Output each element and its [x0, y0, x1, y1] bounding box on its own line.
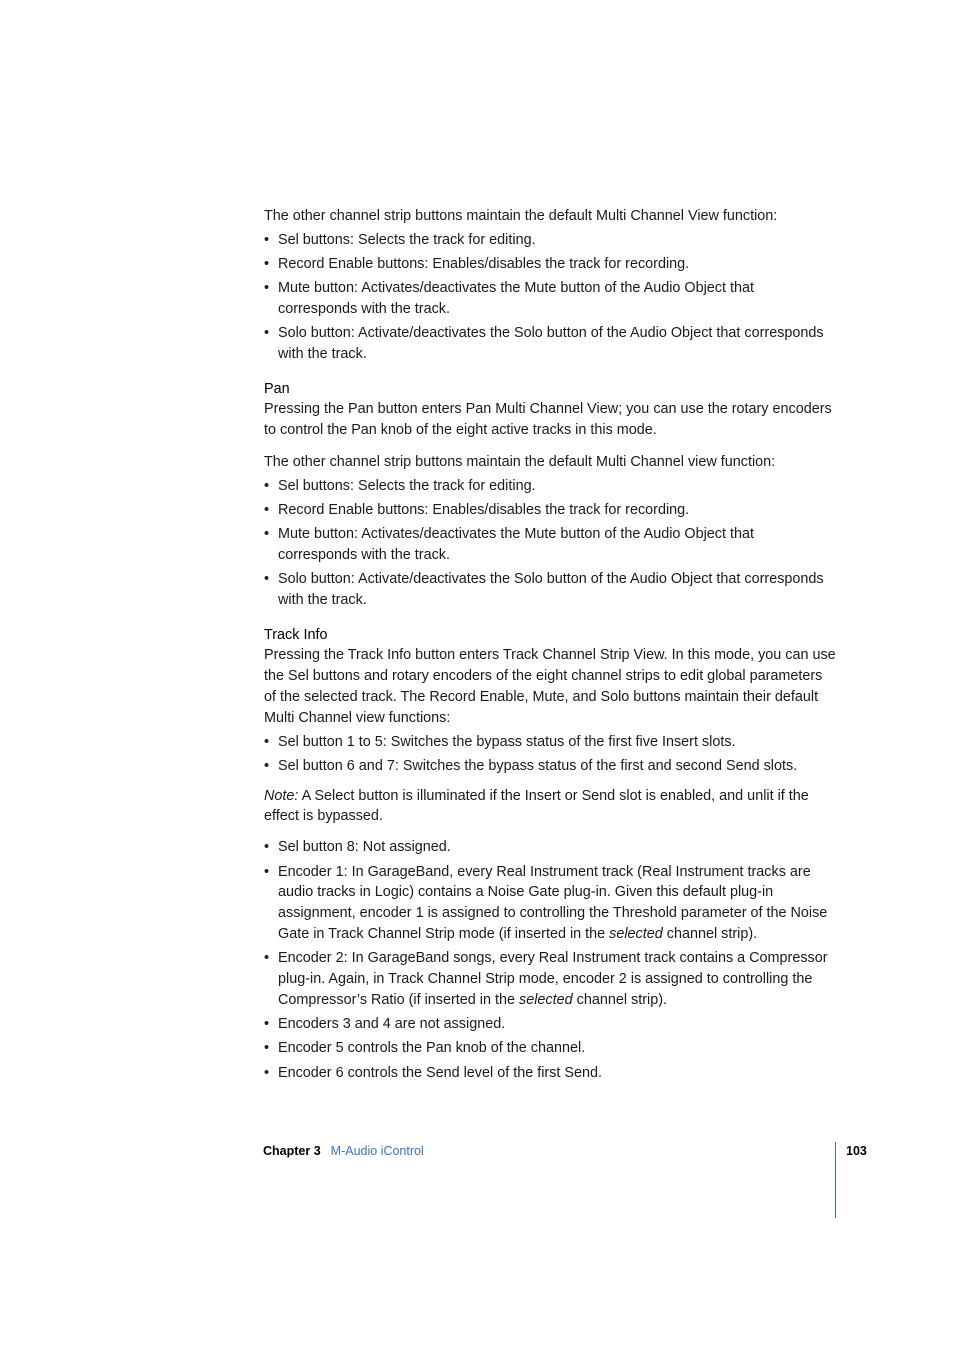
bullet-icon: • — [264, 280, 270, 297]
bullet-icon: • — [264, 526, 270, 543]
track-info-heading: Track Info — [264, 626, 328, 643]
list-item: • Solo button: Activate/deactivates the Solo button of the Audio Object that corresponds with the track. — [264, 571, 824, 609]
bullet-icon: • — [264, 1040, 270, 1057]
list-item: • Sel button 6 and 7: Switches the bypass status of the first and second Send slots. — [264, 756, 836, 777]
list-item: • Encoder 2: In GarageBand songs, every Real Instrument track contains a Compressor plug-in. Again, in Track Channel Strip mode, encoder 2 is assigned to controlling the Compressor’s Ratio (if inserted in the selected channel strip). — [264, 950, 828, 1008]
section1-list — [264, 230, 836, 365]
chapter-label: Chapter 3 — [263, 1144, 321, 1158]
list-item: • Encoders 3 and 4 are not assigned. — [264, 1014, 836, 1035]
bullet-icon: • — [264, 231, 270, 248]
track-info-list-a — [264, 732, 836, 777]
bullet-icon: • — [264, 502, 270, 519]
bullet-icon: • — [264, 256, 270, 273]
list-item: • Solo button: Activate/deactivates the Solo button of the Audio Object that corresponds with the track. — [264, 325, 824, 363]
bullet-icon: • — [264, 733, 270, 750]
page-content — [264, 206, 836, 1087]
page-number: 103 — [846, 1144, 867, 1158]
list-item: • Record Enable buttons: Enables/disables the track for recording. — [264, 254, 836, 275]
page-divider — [835, 1142, 836, 1218]
chapter-title: M-Audio iControl — [330, 1144, 424, 1158]
bullet-icon: • — [264, 757, 270, 774]
track-info-body: Pressing the Track Info button enters Track Channel Strip View. In this mode, you can use the Sel buttons and rotary encoders of the eight channel strips to edit global parameters of the selected track. The Record Enable, Mute, and Solo buttons maintain their default Multi Channel view functions: — [264, 647, 836, 726]
track-info-list-b — [264, 837, 836, 1083]
bullet-icon: • — [264, 571, 270, 588]
bullet-icon: • — [264, 477, 270, 494]
pan-heading: Pan — [264, 380, 290, 397]
pan-list — [264, 476, 836, 611]
pan-body: Pressing the Pan button enters Pan Multi Channel View; you can use the rotary encoders to control the Pan knob of the eight active tracks in this mode. — [264, 401, 832, 439]
list-item: • Sel button 1 to 5: Switches the bypass status of the first five Insert slots. — [264, 732, 836, 753]
list-item: • Sel button 8: Not assigned. — [264, 837, 836, 858]
note-paragraph — [264, 786, 836, 828]
page-footer — [263, 1142, 424, 1160]
bullet-icon: • — [264, 863, 270, 880]
list-item: • Encoder 6 controls the Send level of the first Send. — [264, 1063, 836, 1084]
list-item: • Encoder 1: In GarageBand, every Real Instrument track (Real Instrument tracks are audio tracks in Logic) contains a Noise Gate plug-in. Given this default plug-in assignment, encoder 1 is assigned to controlling the Threshold parameter of the Noise Gate in Track Channel Strip mode (if inserted in the selected channel strip). — [264, 863, 828, 942]
list-item: • Record Enable buttons: Enables/disables the track for recording. — [264, 500, 836, 521]
list-item: • Encoder 5 controls the Pan knob of the channel. — [264, 1038, 836, 1059]
bullet-icon: • — [264, 1016, 270, 1033]
note-label: Note: — [264, 787, 299, 804]
section1-intro: The other channel strip buttons maintain the default Multi Channel View function: — [264, 208, 778, 224]
pan-intro: The other channel strip buttons maintain the default Multi Channel view function: — [264, 453, 776, 470]
note-text: A Select button is illuminated if the Insert or Send slot is enabled, and unlit if the effect is bypassed. — [264, 787, 809, 825]
list-item: • Mute button: Activates/deactivates the Mute button of the Audio Object that corresponds with the track. — [264, 526, 754, 564]
bullet-icon: • — [264, 325, 270, 342]
bullet-icon: • — [264, 1064, 270, 1081]
list-item: • Sel buttons: Selects the track for editing. — [264, 476, 836, 497]
bullet-icon: • — [264, 839, 270, 856]
list-item: • Mute button: Activates/deactivates the Mute button of the Audio Object that corresponds with the track. — [264, 280, 754, 318]
list-item: • Sel buttons: Selects the track for editing. — [264, 230, 836, 251]
bullet-icon: • — [264, 950, 270, 967]
